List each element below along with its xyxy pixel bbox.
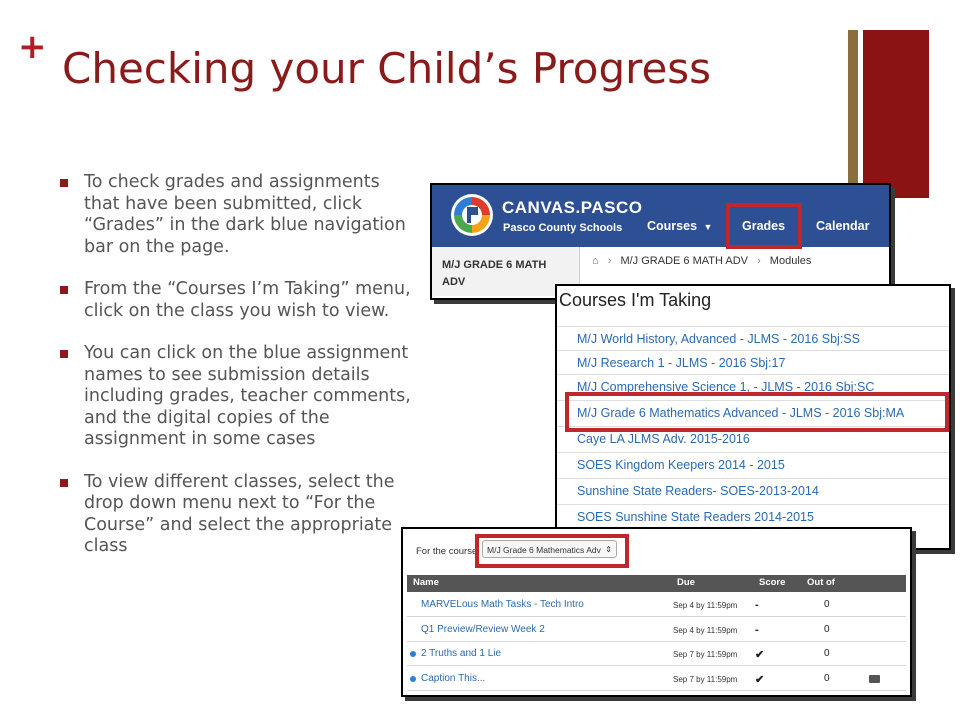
course-name-line: M/J GRADE 6 MATH	[442, 259, 547, 271]
nav-courses[interactable]	[647, 219, 712, 233]
canvas-subtitle: Pasco County Schools	[503, 222, 623, 234]
grades-screenshot	[401, 527, 912, 697]
title-plus-mark: +	[18, 27, 47, 67]
breadcrumb-page: Modules	[769, 255, 812, 267]
slide-title: Checking your Child’s Progress	[62, 44, 712, 93]
for-course-label: For the course:	[416, 546, 480, 557]
course-link[interactable]: Caye LA JLMS Adv. 2015-2016	[557, 426, 949, 450]
decorative-red-bar	[863, 30, 929, 198]
assignment-link[interactable]: 2 Truths and 1 Lie	[421, 648, 502, 659]
table-row	[407, 668, 906, 691]
bullet-item: You can click on the blue assignment names to see submission details including grades, teacher comments, and the digital copies of the assignment in some cases	[60, 343, 420, 451]
course-link[interactable]: M/J Comprehensive Science 1, - JLMS - 2016 Sbj:SC	[557, 374, 949, 398]
course-highlight-box	[565, 392, 949, 432]
canvas-nav-bar	[432, 185, 889, 247]
chevron-right-icon: ›	[757, 255, 761, 267]
canvas-header-screenshot	[430, 183, 891, 300]
bullet-list	[60, 172, 420, 579]
bullet-item: From the “Courses I’m Taking” menu, click on the class you wish to view.	[60, 279, 420, 322]
courses-screenshot	[555, 284, 951, 550]
pasco-logo-icon	[450, 193, 494, 237]
header-name[interactable]: Name	[413, 577, 439, 588]
header-out-of[interactable]: Out of	[807, 577, 835, 588]
table-row	[407, 594, 906, 617]
score: -	[755, 624, 759, 636]
grades-table-header	[407, 575, 906, 592]
header-score[interactable]: Score	[759, 577, 786, 588]
table-row	[407, 643, 906, 666]
score: -	[755, 599, 759, 611]
grades-highlight-box	[726, 203, 802, 249]
assignment-link[interactable]: Caption This...	[421, 673, 486, 684]
course-select-value: M/J Grade 6 Mathematics Adv	[487, 545, 601, 555]
checkmark-icon: ✔	[755, 674, 765, 686]
course-link[interactable]: Sunshine State Readers- SOES-2013-2014	[557, 478, 949, 502]
assignment-link[interactable]: Q1 Preview/Review Week 2	[421, 624, 545, 635]
select-arrows-icon: ⇕	[605, 545, 612, 554]
unread-dot-icon	[410, 676, 416, 682]
chevron-right-icon: ›	[607, 255, 612, 267]
breadcrumb-course[interactable]: M/J GRADE 6 MATH ADV	[620, 255, 748, 267]
decorative-gold-bar	[848, 30, 858, 200]
canvas-brand: CANVAS.PASCO	[502, 198, 643, 217]
table-row	[407, 619, 906, 642]
courses-title: Courses I'm Taking	[559, 290, 712, 310]
nav-courses-label: Courses	[647, 219, 698, 233]
select-highlight-box	[475, 534, 629, 568]
out-of: 0	[824, 673, 830, 684]
course-name-line: ADV	[442, 276, 466, 288]
out-of: 0	[824, 599, 830, 610]
due-date: Sep 7 by 11:59pm	[673, 675, 738, 684]
course-link[interactable]: M/J Research 1 - JLMS - 2016 Sbj:17	[557, 350, 949, 374]
unread-dot-icon	[410, 651, 416, 657]
nav-grades[interactable]: Grades	[742, 219, 786, 233]
due-date: Sep 4 by 11:59pm	[673, 601, 738, 610]
course-link[interactable]: M/J Grade 6 Mathematics Advanced - JLMS - 2016 Sbj:MA	[557, 400, 949, 424]
course-link[interactable]: M/J World History, Advanced - JLMS - 2016 Sbj:SS	[557, 326, 949, 350]
bullet-item: To view different classes, select the drop down menu next to “For the Course” and select the appropriate class	[60, 472, 420, 558]
home-icon[interactable]: ⌂	[592, 255, 599, 267]
comment-icon[interactable]	[869, 675, 880, 683]
header-due[interactable]: Due	[677, 577, 695, 588]
checkmark-icon: ✔	[755, 649, 765, 661]
course-link[interactable]: SOES Kingdom Keepers 2014 - 2015	[557, 452, 949, 476]
breadcrumb	[592, 255, 811, 267]
out-of: 0	[824, 648, 830, 659]
out-of: 0	[824, 624, 830, 635]
nav-calendar[interactable]: Calendar	[816, 219, 870, 233]
chevron-down-icon: ▼	[703, 222, 713, 232]
due-date: Sep 7 by 11:59pm	[673, 650, 738, 659]
bullet-item: To check grades and assignments that have been submitted, click “Grades” in the dark blue navigation bar on the page.	[60, 172, 420, 258]
assignment-link[interactable]: MARVELous Math Tasks - Tech Intro	[421, 599, 584, 610]
course-link[interactable]: SOES Sunshine State Readers 2014-2015	[557, 504, 949, 528]
due-date: Sep 4 by 11:59pm	[673, 626, 738, 635]
